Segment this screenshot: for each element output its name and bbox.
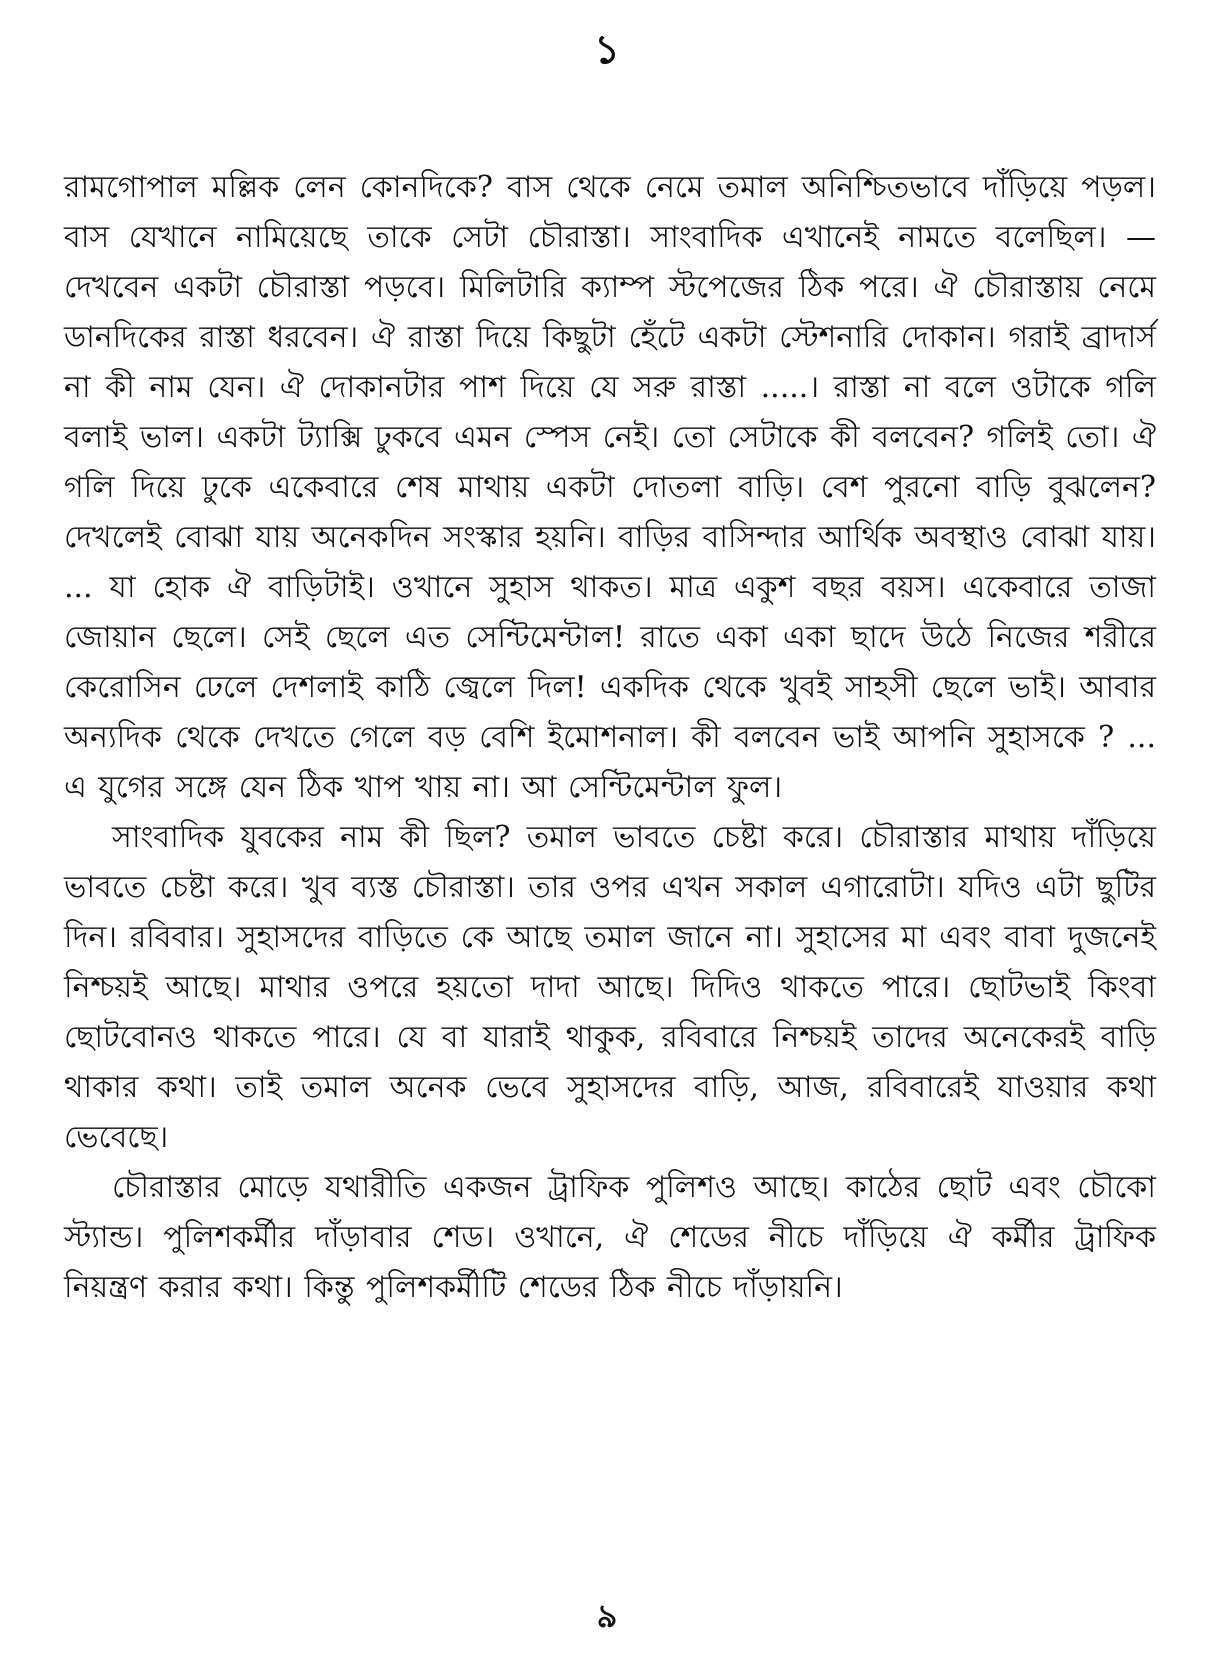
paragraph-1: রামগোপাল মল্লিক লেন কোনদিকে? বাস থেকে নেমে তমাল অনিশ্চিতভাবে দাঁড়িয়ে পড়ল। বাস যেখানে নামিয়েছে তাকে সেটা চৌরাস্তা। সাংবাদিক এখানেই নামতে বলেছিল। —দেখবেন একটা চৌরাস্তা পড়বে। মিলিটারি ক্যাম্প স্টপেজের ঠিক পরে। ঐ চৌরাস্তায় নেমে ডানদিকের রাস্তা ধরবেন। ঐ রাস্তা দিয়ে কিছুটা হেঁটে একটা স্টেশনারি দোকান। গরাই ব্রাদার্স না কী নাম যেন। ঐ দোকানটার পাশ দিয়ে যে সরু রাস্তা .....। রাস্তা না বলে ওটাকে গলি বলাই ভাল। একটা ট্যাক্সি ঢুকবে এমন স্পেস নেই। তো সেটাকে কী বলবেন? গলিই তো। ঐ গলি দিয়ে ঢুকে একেবারে শেষ মাথায় একটা দোতলা বাড়ি। বেশ পুরনো বাড়ি বুঝলেন? দেখলেই বোঝা যায় অনেকদিন সংস্কার হয়নি। বাড়ির বাসিন্দার আর্থিক অবস্থাও বোঝা যায়। ... যা হোক ঐ বাড়িটাই। ওখানে সুহাস থাকত। মাত্র একুশ বছর বয়স। একেবারে তাজা জোয়ান ছেলে। সেই ছেলে এত সেন্টিমেন্টাল! রাতে একা একা ছাদে উঠে নিজের শরীরে কেরোসিন ঢেলে দেশলাই কাঠি জ্বেলে দিল! একদিক থেকে খুবই সাহসী ছেলে ভাই। আবার অন্যদিক থেকে দেখতে গেলে বড় বেশি ইমোশনাল। কী বলবেন ভাই আপনি সুহাসকে ? ... এ যুগের সঙ্গে যেন ঠিক খাপ খায় না। আ সেন্টিমেন্টাল ফুল। [64, 170, 1156, 805]
paragraph-2: সাংবাদিক যুবকের নাম কী ছিল? তমাল ভাবতে চেষ্টা করে। চৌরাস্তার মাথায় দাঁড়িয়ে ভাবতে চেষ্টা করে। খুব ব্যস্ত চৌরাস্তা। তার ওপর এখন সকাল এগারোটা। যদিও এটা ছুটির দিন। রবিবার। সুহাসদের বাড়িতে কে আছে তমাল জানে না। সুহাসের মা এবং বাবা দুজনেই নিশ্চয়ই আছে। মাথার ওপরে হয়তো দাদা আছে। দিদিও থাকতে পারে। ছোটভাই কিংবা ছোটবোনও থাকতে পারে। যে বা যারাই থাকুক, রবিবারে নিশ্চয়ই তাদের অনেকেরই বাড়ি থাকার কথা। তাই তমাল অনেক ভেবে সুহাসদের বাড়ি, আজ, রবিবারেই যাওয়ার কথা ভেবেছে। [64, 820, 1156, 1155]
body-text [64, 163, 1156, 1313]
paragraph-3: চৌরাস্তার মোড়ে যথারীতি একজন ট্রাফিক পুলিশও আছে। কাঠের ছোট এবং চৌকো স্ট্যান্ড। পুলিশকর্মীর দাঁড়াবার শেড। ওখানে, ঐ শেডের নীচে দাঁড়িয়ে ঐ কর্মীর ট্রাফিক নিয়ন্ত্রণ করার কথা। কিন্তু পুলিশকর্মীটি শেডের ঠিক নীচে দাঁড়ায়নি। [64, 1170, 1156, 1305]
page-number: ৯ [596, 1597, 618, 1635]
chapter-number: ১ [594, 26, 620, 73]
